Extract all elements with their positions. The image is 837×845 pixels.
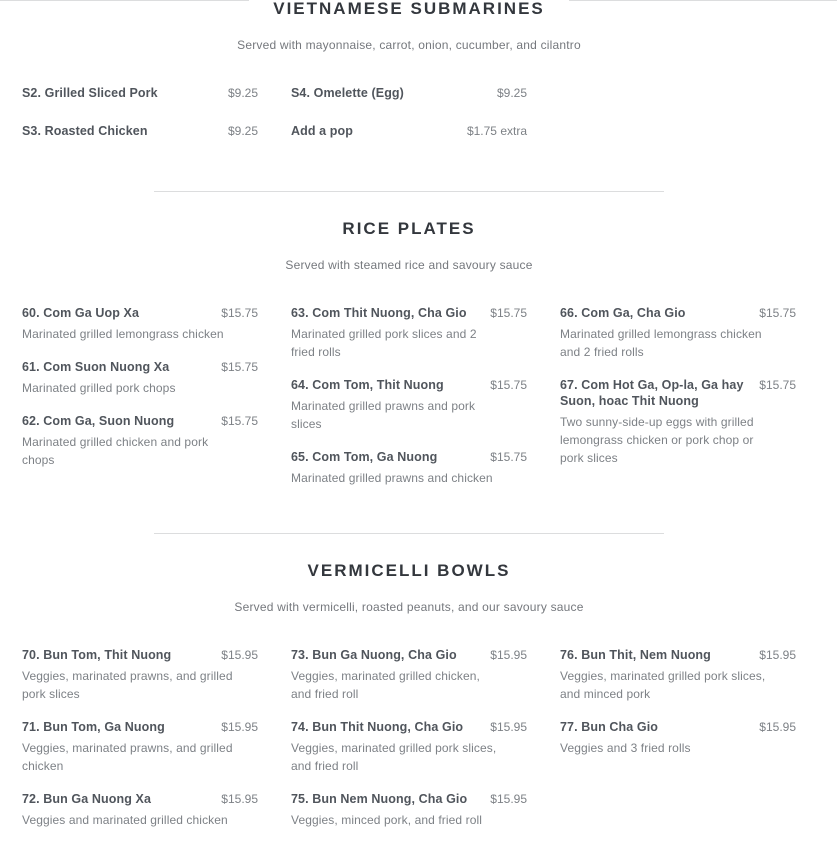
item-name: 65. Com Tom, Ga Nuong (291, 450, 438, 464)
item-price: $15.95 (490, 648, 527, 662)
item-name: 66. Com Ga, Cha Gio (560, 306, 686, 320)
item-price: $15.95 (221, 720, 258, 734)
item-price: $15.95 (759, 648, 796, 662)
item-price: $15.75 (221, 306, 258, 320)
menu-item (291, 647, 527, 703)
menu-item (22, 305, 258, 343)
item-row (291, 791, 527, 807)
item-price: $15.75 (490, 450, 527, 464)
menu-item (22, 359, 258, 397)
item-name: 73. Bun Ga Nuong, Cha Gio (291, 648, 457, 662)
item-price: $15.75 (759, 378, 796, 392)
item-price: $1.75 extra (466, 124, 527, 138)
item-description: Veggies, marinated prawns, and grilled chicken (22, 741, 233, 773)
menu-column (560, 85, 796, 161)
item-name: S3. Roasted Chicken (22, 124, 148, 138)
item-description: Marinated grilled prawns and pork slices (291, 399, 476, 431)
item-description: Two sunny-side-up eggs with grilled lemongrass chicken or pork chop or pork slices (560, 415, 754, 465)
menu-item (291, 123, 527, 139)
section-title-row (22, 562, 796, 580)
item-row (291, 719, 527, 735)
item-price: $15.75 (490, 378, 527, 392)
item-row (22, 413, 258, 429)
item-row (22, 123, 258, 139)
item-price: $15.95 (221, 648, 258, 662)
menu-item (22, 85, 258, 101)
item-row (560, 719, 796, 735)
section-divider (154, 533, 664, 534)
menu-item (22, 647, 258, 703)
menu-item (560, 647, 796, 703)
item-description: Veggies, marinated grilled chicken, and fried roll (291, 669, 480, 701)
item-price: $15.95 (221, 792, 258, 806)
item-row (291, 377, 527, 393)
item-description: Marinated grilled lemongrass chicken (22, 327, 224, 341)
menu-item (291, 449, 527, 487)
menu-grid (22, 305, 796, 503)
menu-page (22, 0, 796, 845)
item-price: $15.75 (759, 306, 796, 320)
menu-root (22, 0, 796, 845)
item-price: $15.95 (490, 792, 527, 806)
item-row (22, 791, 258, 807)
item-name: 70. Bun Tom, Thit Nuong (22, 648, 172, 662)
item-name: 60. Com Ga Uop Xa (22, 306, 140, 320)
menu-section (22, 0, 796, 161)
item-row (560, 305, 796, 321)
item-description: Marinated grilled chicken and pork chops (22, 435, 209, 467)
section-subtitle: Served with steamed rice and savoury sauce (285, 258, 533, 272)
menu-column (22, 85, 258, 161)
section-title: VERMICELLI BOWLS (307, 561, 511, 580)
item-description: Veggies, marinated grilled pork slices, and fried roll (291, 741, 497, 773)
item-price: $9.25 (227, 86, 258, 100)
item-name: S2. Grilled Sliced Pork (22, 86, 158, 100)
menu-column (560, 647, 796, 845)
menu-grid (22, 647, 796, 845)
menu-column (291, 305, 527, 503)
item-name: 77. Bun Cha Gio (560, 720, 659, 734)
item-name: 75. Bun Nem Nuong, Cha Gio (291, 792, 468, 806)
item-row (560, 377, 796, 409)
item-name: S4. Omelette (Egg) (291, 86, 404, 100)
item-description: Veggies, minced pork, and fried roll (291, 813, 483, 827)
menu-column (22, 305, 258, 503)
item-row (291, 123, 527, 139)
item-description: Marinated grilled lemongrass chicken and 2 fried rolls (560, 327, 762, 359)
menu-column (560, 305, 796, 503)
item-description: Marinated grilled pork slices and 2 fried rolls (291, 327, 477, 359)
item-name: 64. Com Tom, Thit Nuong (291, 378, 444, 392)
item-price: $9.25 (496, 86, 527, 100)
item-row (291, 449, 527, 465)
item-price: $15.75 (490, 306, 527, 320)
menu-item (560, 719, 796, 757)
item-price: $15.95 (490, 720, 527, 734)
section-divider (154, 191, 664, 192)
menu-item (560, 377, 796, 467)
item-price: $15.75 (221, 414, 258, 428)
item-price: $15.95 (759, 720, 796, 734)
item-description: Marinated grilled pork chops (22, 381, 176, 395)
section-title: VIETNAMESE SUBMARINES (249, 0, 569, 18)
item-row (22, 647, 258, 663)
item-name: Add a pop (291, 124, 354, 138)
menu-column (291, 647, 527, 845)
item-name: 74. Bun Thit Nuong, Cha Gio (291, 720, 464, 734)
item-row (22, 359, 258, 375)
menu-item (560, 305, 796, 361)
item-description: Veggies, marinated prawns, and grilled pork slices (22, 669, 233, 701)
section-title-row (22, 0, 796, 18)
menu-section (22, 533, 796, 845)
menu-column (22, 647, 258, 845)
item-name: 61. Com Suon Nuong Xa (22, 360, 170, 374)
menu-item (22, 123, 258, 139)
item-row (22, 305, 258, 321)
item-description: Veggies and marinated grilled chicken (22, 813, 228, 827)
item-row (291, 85, 527, 101)
menu-section (22, 191, 796, 503)
item-row (560, 647, 796, 663)
item-description: Veggies and 3 fried rolls (560, 741, 691, 755)
section-subtitle: Served with vermicelli, roasted peanuts, and our savoury sauce (234, 600, 584, 614)
menu-item (291, 719, 527, 775)
item-row (22, 85, 258, 101)
menu-item (291, 377, 527, 433)
menu-item (291, 85, 527, 101)
menu-item (291, 305, 527, 361)
section-subtitle: Served with mayonnaise, carrot, onion, cucumber, and cilantro (237, 38, 581, 52)
item-description: Marinated grilled prawns and chicken (291, 471, 493, 485)
item-description: Veggies, marinated grilled pork slices, and minced pork (560, 669, 766, 701)
section-title: RICE PLATES (342, 219, 476, 238)
item-price: $9.25 (227, 124, 258, 138)
item-name: 63. Com Thit Nuong, Cha Gio (291, 306, 467, 320)
item-price: $15.75 (221, 360, 258, 374)
item-name: 76. Bun Thit, Nem Nuong (560, 648, 711, 662)
section-title-row (22, 220, 796, 238)
menu-grid (22, 85, 796, 161)
item-name: 72. Bun Ga Nuong Xa (22, 792, 151, 806)
item-row (22, 719, 258, 735)
item-name: 71. Bun Tom, Ga Nuong (22, 720, 165, 734)
item-row (291, 647, 527, 663)
item-name: 62. Com Ga, Suon Nuong (22, 414, 175, 428)
menu-item (22, 413, 258, 469)
item-row (291, 305, 527, 321)
menu-column (291, 85, 527, 161)
item-name: 67. Com Hot Ga, Op-la, Ga hay Suon, hoac Thit Nuong (560, 378, 744, 408)
menu-item (22, 719, 258, 775)
menu-item (291, 791, 527, 829)
menu-item (22, 791, 258, 829)
